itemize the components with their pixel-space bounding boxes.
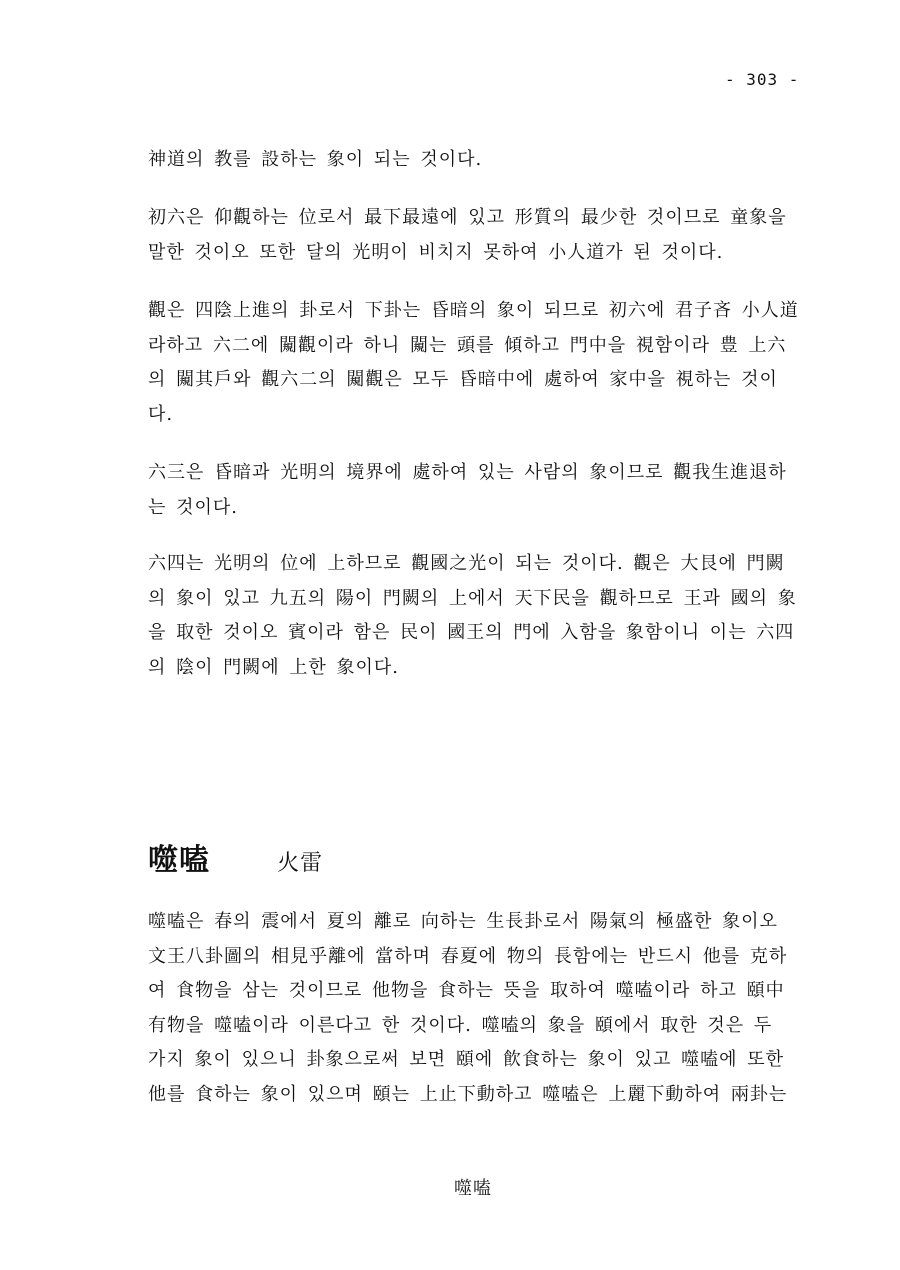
text-line: 의 陰이 門闕에 上한 象이다. bbox=[148, 656, 399, 678]
section-heading bbox=[148, 835, 548, 879]
text-line: 다. bbox=[148, 403, 174, 425]
text-line: 여 食物을 삼는 것이므로 他物을 食하는 뜻을 取하여 噬嗑이라 하고 頤中 bbox=[148, 980, 785, 1001]
text-line: 觀은 四陰上進의 卦로서 下卦는 昏暗의 象이 되므로 初六에 君子吝 小人道 bbox=[148, 300, 799, 321]
text-line: 有物을 噬嗑이라 이른다고 한 것이다. 噬嗑의 象을 頤에서 取한 것은 두 bbox=[148, 1014, 773, 1036]
running-footer: 噬嗑 bbox=[454, 1178, 492, 1199]
text-line: 他를 食하는 象이 있으며 頤는 上止下動하고 噬嗑은 上麗下動하여 兩卦는 bbox=[148, 1083, 788, 1105]
text-line: 初六은 仰觀하는 位로서 最下最遠에 있고 形質의 最少한 것이므로 童象을 bbox=[148, 207, 787, 228]
text-line: 말한 것이오 또한 달의 光明이 비치지 못하여 小人道가 된 것이다. bbox=[148, 241, 724, 263]
page-number: - 303 - bbox=[725, 70, 800, 89]
text-line: 文王八卦圖의 相見乎離에 當하며 春夏에 物의 長함에는 반드시 他를 克하 bbox=[148, 945, 788, 967]
text-line: 의 闚其戶와 觀六二의 闚觀은 모두 昏暗中에 處하여 家中을 視하는 것이 bbox=[148, 369, 778, 390]
text-line: 神道의 教를 設하는 象이 되는 것이다. bbox=[148, 149, 483, 170]
paragraph bbox=[148, 143, 808, 178]
section-subtitle: 火雷 bbox=[277, 851, 324, 876]
text-line: 을 取한 것이오 賓이라 함은 民이 國王의 門에 入함을 象함이니 이는 六四 bbox=[148, 622, 795, 643]
paragraph bbox=[148, 294, 808, 432]
text-line: 는 것이다. bbox=[148, 496, 238, 518]
text-line: 가지 象이 있으니 卦象으로써 보면 頤에 飮食하는 象이 있고 噬嗑에 또한 bbox=[148, 1049, 784, 1070]
paragraph bbox=[148, 905, 808, 1112]
paragraph bbox=[148, 456, 808, 525]
text-line: 의 象이 있고 九五의 陽이 門闕의 上에서 天下民을 觀하므로 王과 國의 象 bbox=[148, 587, 797, 609]
paragraph bbox=[148, 547, 808, 685]
paragraph bbox=[148, 201, 808, 270]
text-line: 噬嗑은 春의 震에서 夏의 離로 向하는 生長卦로서 陽氣의 極盛한 象이오 bbox=[148, 911, 778, 932]
text-line: 라하고 六二에 闚觀이라 하니 闚는 頭를 傾하고 門中을 視함이라 豊 上六 bbox=[148, 334, 787, 356]
text-line: 六四는 光明의 位에 上하므로 觀國之光이 되는 것이다. 觀은 大艮에 門闕 bbox=[148, 553, 785, 574]
text-line: 六三은 昏暗과 光明의 境界에 處하여 있는 사람의 象이므로 觀我生進退하 bbox=[148, 462, 787, 483]
section-title: 噬嗑 bbox=[148, 843, 210, 878]
